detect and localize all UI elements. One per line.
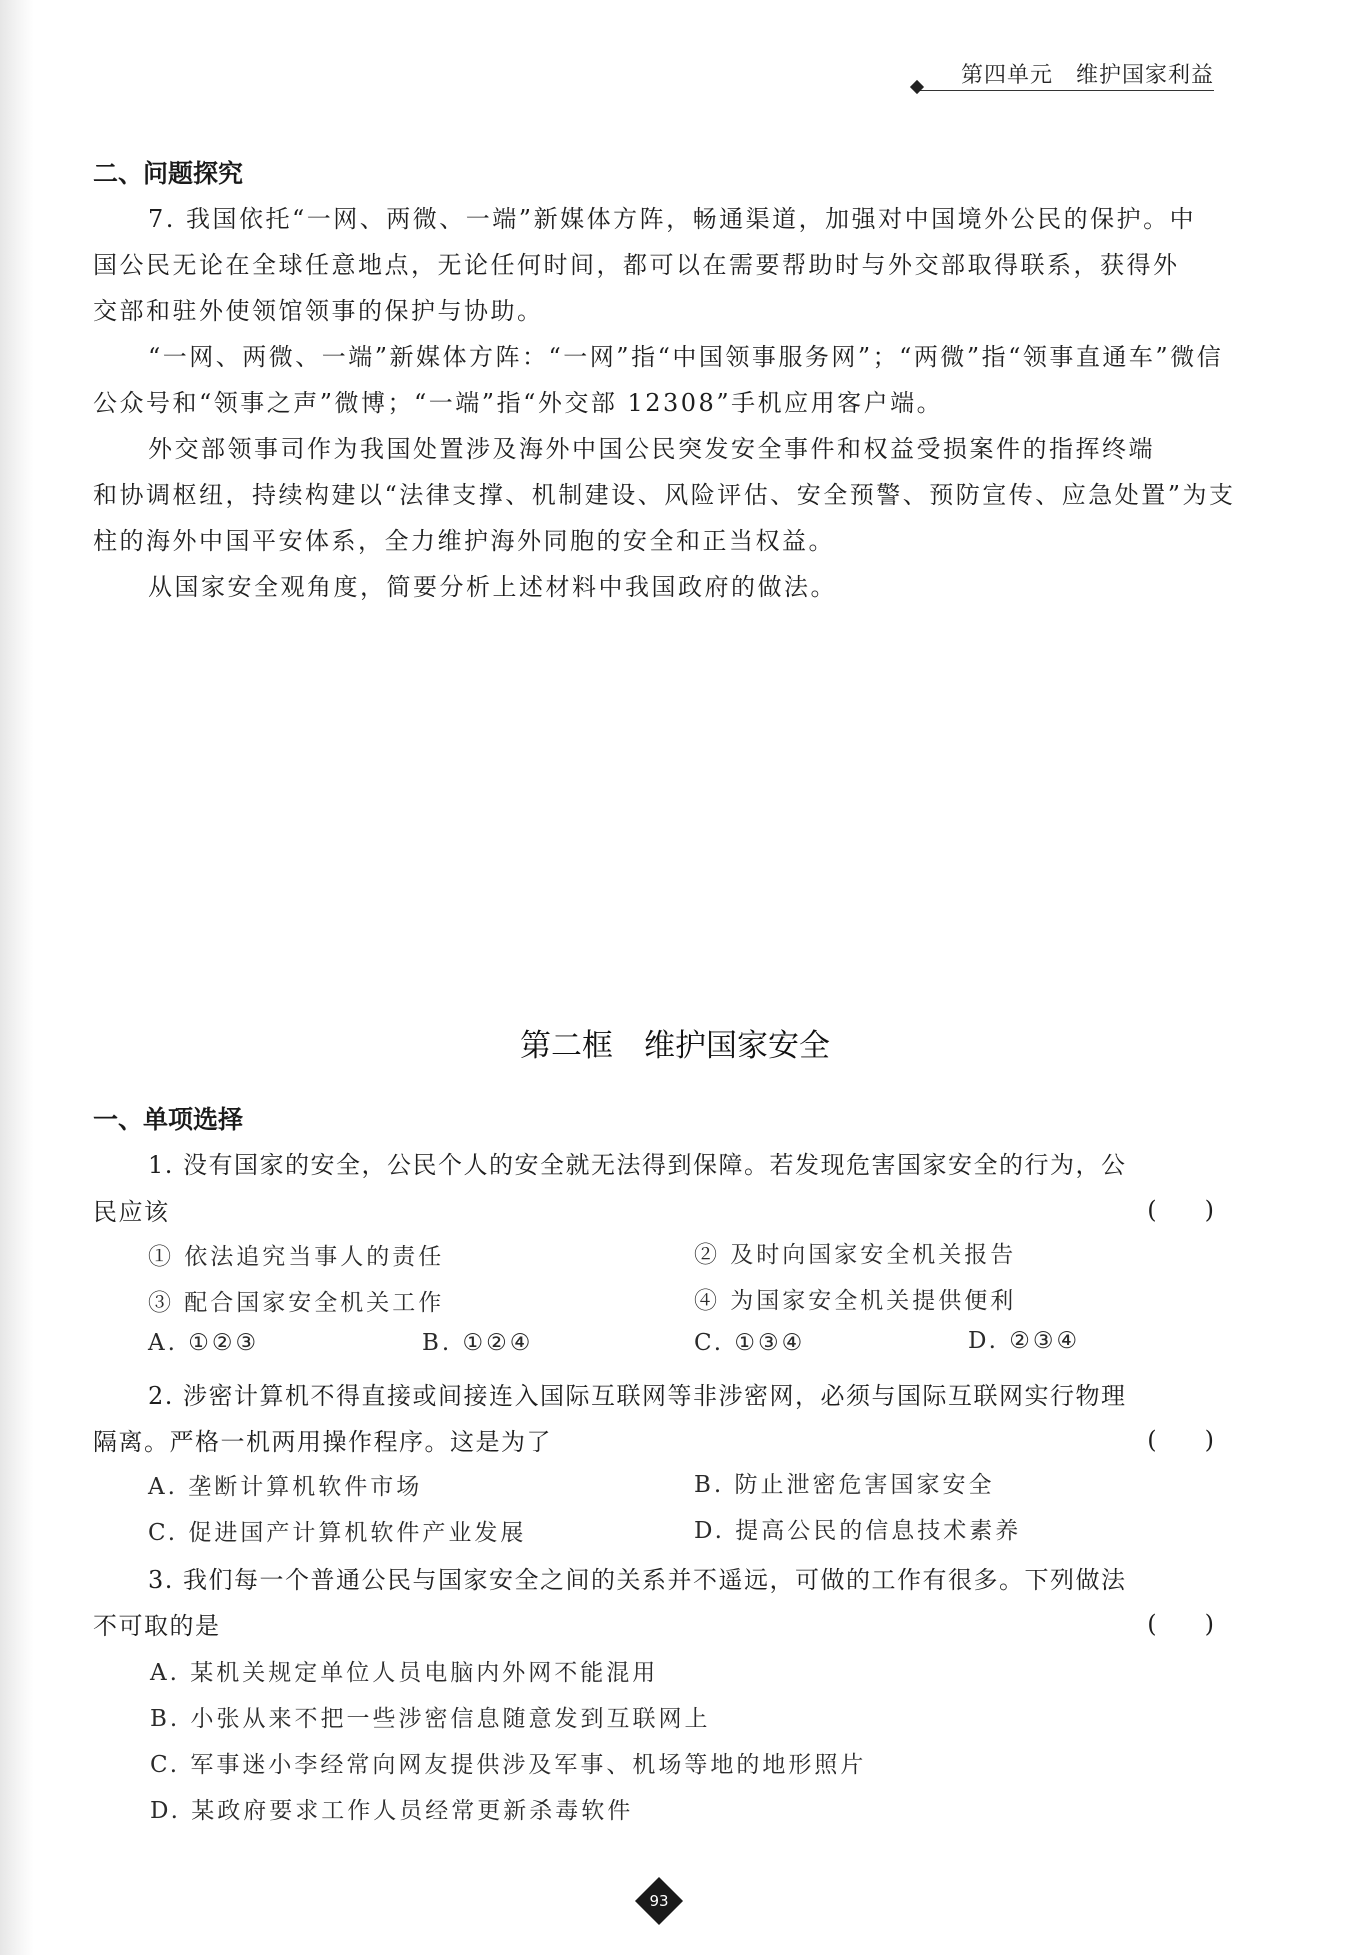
- q1-answer-blank[interactable]: ( ): [1147, 1196, 1214, 1224]
- q3-answer-blank[interactable]: ( ): [1147, 1610, 1214, 1638]
- q1-option-d[interactable]: D. ②③④: [968, 1328, 1081, 1354]
- q1-option-b[interactable]: B. ①②④: [422, 1330, 534, 1356]
- dept-line-3: 柱的海外中国平安体系，全力维护海外同胞的安全和正当权益。: [93, 527, 835, 555]
- q7-line-3: 交部和驻外使领馆领事的保护与协助。: [93, 297, 544, 325]
- def-line-2: 公众号和“领事之声”微博；“一端”指“外交部 12308”手机应用客户端。: [93, 389, 944, 417]
- q1-stem-line-1: 1. 没有国家的安全，公民个人的安全就无法得到保障。若发现危害国家安全的行为，公: [148, 1151, 1127, 1179]
- q7-line-1: 7. 我国依托“一网、两微、一端”新媒体方阵，畅通渠道，加强对中国境外公民的保护。中: [148, 205, 1197, 233]
- q2-option-a[interactable]: A. 垄断计算机软件市场: [148, 1474, 423, 1500]
- q1-item-2: ② 及时向国家安全机关报告: [694, 1242, 1017, 1268]
- dept-line-2: 和协调枢纽，持续构建以“法律支撑、机制建设、风险评估、安全预警、预防宣传、应急处置”为支: [93, 481, 1236, 509]
- page-number: 93: [649, 1892, 669, 1910]
- q2-option-b[interactable]: B. 防止泄密危害国家安全: [694, 1472, 995, 1498]
- q3-option-c[interactable]: C. 军事迷小李经常向网友提供涉及军事、机场等地的地形照片: [150, 1752, 867, 1778]
- q7-line-2: 国公民无论在全球任意地点，无论任何时间，都可以在需要帮助时与外交部取得联系，获得外: [93, 251, 1180, 279]
- q3-stem-line-1: 3. 我们每一个普通公民与国家安全之间的关系并不遥远，可做的工作有很多。下列做法: [148, 1566, 1127, 1594]
- department-paragraph: [93, 426, 1236, 564]
- q2-option-d[interactable]: D. 提高公民的信息技术素养: [694, 1518, 1022, 1544]
- inquiry-heading: 二、问题探究: [93, 159, 244, 188]
- q3-stem-line-2: 不可取的是: [93, 1612, 221, 1640]
- dept-line-1: 外交部领事司作为我国处置涉及海外中国公民突发安全事件和权益受损案件的指挥终端: [148, 435, 1155, 463]
- q2-answer-blank[interactable]: ( ): [1147, 1426, 1214, 1454]
- q1-option-a[interactable]: A. ①②③: [148, 1330, 260, 1356]
- q1-option-c[interactable]: C. ①③④: [694, 1330, 806, 1356]
- page-number-badge: [636, 1878, 682, 1924]
- q3-option-a[interactable]: A. 某机关规定单位人员电脑内外网不能混用: [150, 1660, 659, 1686]
- q2-stem-line-2: 隔离。严格一机两用操作程序。这是为了: [93, 1428, 552, 1456]
- q3-option-d[interactable]: D. 某政府要求工作人员经常更新杀毒软件: [150, 1798, 634, 1824]
- q1-item-4: ④ 为国家安全机关提供便利: [694, 1288, 1017, 1314]
- q1-item-1: ① 依法追究当事人的责任: [148, 1244, 445, 1270]
- unit-title: 第四单元 维护国家利益: [960, 63, 1214, 88]
- inquiry-question: [93, 564, 1215, 610]
- def-line-1: “一网、两微、一端”新媒体方阵：“一网”指“中国领事服务网”；“两微”指“领事直通车”微信: [148, 343, 1224, 371]
- binding-shadow: [0, 0, 34, 1955]
- q2-stem-line-1: 2. 涉密计算机不得直接或间接连入国际互联网等非涉密网，必须与国际互联网实行物理: [148, 1382, 1127, 1410]
- question-7-paragraph: [93, 196, 1215, 334]
- inquiry-question-text: 从国家安全观角度，简要分析上述材料中我国政府的做法。: [148, 573, 837, 601]
- q1-stem-line-2: 民应该: [93, 1198, 170, 1226]
- q3-option-b[interactable]: B. 小张从来不把一些涉密信息随意发到互联网上: [150, 1706, 711, 1732]
- definition-paragraph: [93, 334, 1224, 426]
- q2-option-c[interactable]: C. 促进国产计算机软件产业发展: [148, 1520, 527, 1546]
- choice-heading: 一、单项选择: [93, 1105, 244, 1134]
- frame-title: 第二框 维护国家安全: [520, 1028, 830, 1064]
- q1-item-3: ③ 配合国家安全机关工作: [148, 1290, 445, 1316]
